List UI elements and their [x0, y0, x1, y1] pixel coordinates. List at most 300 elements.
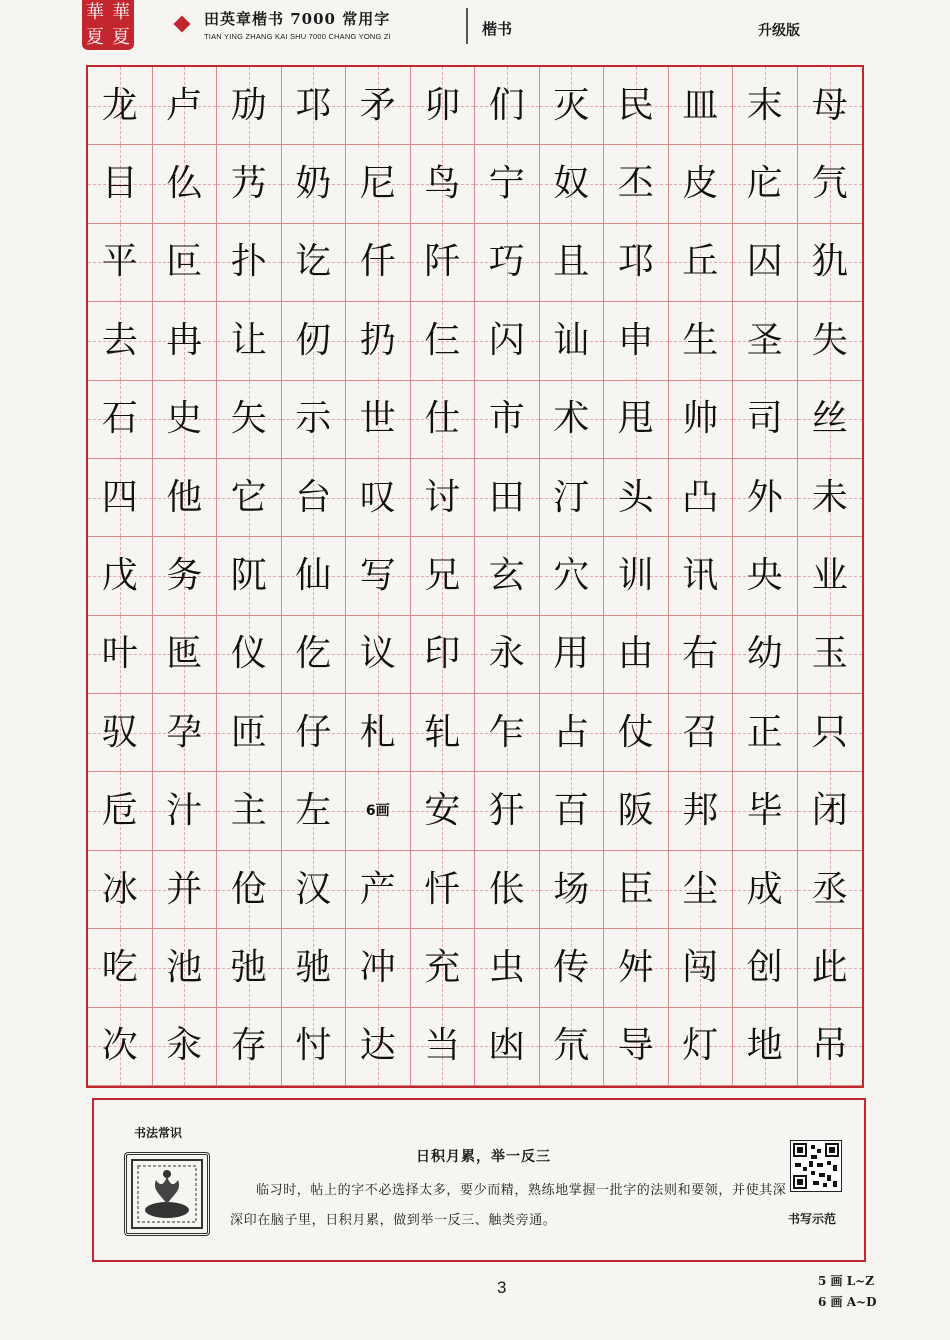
character-glyph: 6画 [365, 803, 390, 820]
qr-code-icon[interactable] [790, 1140, 842, 1192]
character-cell [540, 302, 605, 380]
emblem-graphic-icon [130, 1158, 204, 1230]
character-cell [733, 224, 798, 302]
character-glyph: 写 [359, 554, 396, 596]
character-cell [604, 145, 669, 223]
character-cell [798, 224, 863, 302]
seal-char: 夏 [86, 26, 104, 48]
character-cell [669, 772, 734, 850]
character-cell [798, 537, 863, 615]
character-cell [540, 537, 605, 615]
character-glyph: 凼 [488, 1025, 525, 1067]
character-cell [346, 694, 411, 772]
character-cell [88, 929, 153, 1007]
character-cell [475, 1008, 540, 1086]
character-glyph: 去 [101, 319, 138, 361]
character-cell [411, 851, 476, 929]
character-cell [411, 772, 476, 850]
character-glyph: 皿 [682, 84, 719, 126]
character-cell [153, 381, 218, 459]
character-glyph: 仔 [295, 711, 332, 753]
character-glyph: 右 [682, 633, 719, 675]
character-cell [346, 1008, 411, 1086]
character-cell [282, 616, 347, 694]
character-glyph: 玉 [811, 633, 848, 675]
character-glyph: 田 [488, 476, 525, 518]
character-glyph: 忖 [295, 1025, 332, 1067]
character-cell [733, 381, 798, 459]
character-cell [411, 537, 476, 615]
character-glyph: 史 [166, 398, 203, 440]
character-glyph: 汆 [166, 1025, 203, 1067]
character-cell [475, 537, 540, 615]
character-glyph: 仡 [295, 633, 332, 675]
character-glyph: 召 [682, 711, 719, 753]
character-cell [733, 67, 798, 145]
character-glyph: 讯 [682, 554, 719, 596]
character-cell [798, 851, 863, 929]
character-glyph: 叹 [359, 476, 396, 518]
character-cell [153, 929, 218, 1007]
character-glyph: 仙 [295, 554, 332, 596]
character-glyph: 只 [811, 711, 848, 753]
character-glyph: 圣 [746, 319, 783, 361]
character-cell [153, 67, 218, 145]
character-glyph: 囚 [746, 241, 783, 283]
character-cell [669, 145, 734, 223]
character-glyph: 讪 [553, 319, 590, 361]
character-glyph: 永 [488, 633, 525, 675]
character-glyph: 灯 [682, 1025, 719, 1067]
character-cell [540, 929, 605, 1007]
character-cell [540, 145, 605, 223]
character-cell [669, 224, 734, 302]
character-glyph: 头 [617, 476, 654, 518]
calligraphy-tip-box [92, 1098, 866, 1262]
character-cell [669, 694, 734, 772]
character-cell [217, 224, 282, 302]
character-glyph: 忏 [424, 868, 461, 910]
character-glyph: 仫 [166, 163, 203, 205]
character-glyph: 札 [359, 711, 396, 753]
character-cell [411, 1008, 476, 1086]
character-glyph: 充 [424, 946, 461, 988]
character-cell [282, 459, 347, 537]
character-glyph: 兄 [424, 554, 461, 596]
character-glyph: 虫 [488, 946, 525, 988]
character-cell [733, 1008, 798, 1086]
character-glyph: 母 [811, 84, 848, 126]
character-glyph: 轧 [424, 711, 461, 753]
character-glyph: 幼 [746, 633, 783, 675]
character-glyph: 存 [230, 1025, 267, 1067]
character-cell [733, 851, 798, 929]
character-glyph: 此 [811, 946, 848, 988]
character-glyph: 汁 [166, 790, 203, 832]
character-cell [411, 459, 476, 537]
character-cell [153, 224, 218, 302]
edition-label: 升级版 [758, 23, 800, 39]
character-cell [411, 67, 476, 145]
character-cell [88, 145, 153, 223]
character-cell [346, 851, 411, 929]
seal-char: 華 [86, 1, 104, 23]
character-glyph: 卢 [166, 84, 203, 126]
character-glyph: 业 [811, 554, 848, 596]
character-glyph: 传 [553, 946, 590, 988]
character-glyph: 产 [359, 868, 396, 910]
character-glyph: 司 [746, 398, 783, 440]
character-cell [217, 459, 282, 537]
character-grid [86, 65, 864, 1088]
character-cell [669, 537, 734, 615]
character-glyph: 外 [746, 476, 783, 518]
character-glyph: 孕 [166, 711, 203, 753]
character-glyph: 们 [488, 84, 525, 126]
character-glyph: 奴 [553, 163, 590, 205]
character-cell [669, 459, 734, 537]
character-cell [733, 929, 798, 1007]
character-glyph: 帅 [682, 398, 719, 440]
character-glyph: 让 [230, 319, 267, 361]
character-cell [282, 145, 347, 223]
character-glyph: 讨 [424, 476, 461, 518]
character-glyph: 市 [488, 398, 525, 440]
character-cell [88, 67, 153, 145]
character-glyph: 仪 [230, 633, 267, 675]
character-cell [217, 381, 282, 459]
character-cell [88, 537, 153, 615]
character-glyph: 台 [295, 476, 332, 518]
character-glyph: 用 [553, 633, 590, 675]
character-glyph: 氘 [553, 1025, 590, 1067]
character-cell [733, 772, 798, 850]
character-glyph: 闪 [488, 319, 525, 361]
book-title-pinyin: TIAN YING ZHANG KAI SHU 7000 CHANG YONG ZI [204, 32, 391, 41]
character-cell [411, 381, 476, 459]
character-cell [153, 302, 218, 380]
character-cell [604, 772, 669, 850]
character-cell [798, 772, 863, 850]
character-cell [411, 145, 476, 223]
character-cell [88, 224, 153, 302]
character-glyph: 伧 [230, 868, 267, 910]
character-glyph: 石 [101, 398, 138, 440]
character-glyph: 印 [424, 633, 461, 675]
character-glyph: 术 [553, 398, 590, 440]
character-glyph: 闯 [682, 946, 719, 988]
character-cell [411, 224, 476, 302]
character-glyph: 卯 [424, 84, 461, 126]
character-cell [798, 616, 863, 694]
character-cell [798, 67, 863, 145]
character-cell [604, 67, 669, 145]
character-cell [346, 381, 411, 459]
character-cell [669, 929, 734, 1007]
character-glyph: 伥 [488, 868, 525, 910]
character-cell [153, 772, 218, 850]
character-cell [798, 929, 863, 1007]
character-glyph: 占 [553, 711, 590, 753]
character-cell [733, 694, 798, 772]
character-glyph: 池 [166, 946, 203, 988]
character-glyph: 安 [424, 790, 461, 832]
character-glyph: 失 [811, 319, 848, 361]
character-glyph: 龙 [101, 84, 138, 126]
stroke-range-line-1: 5 画 L~Z [818, 1274, 874, 1288]
character-cell [733, 302, 798, 380]
character-cell [733, 537, 798, 615]
character-glyph: 汉 [295, 868, 332, 910]
character-cell [733, 459, 798, 537]
character-glyph: 邛 [295, 84, 332, 126]
character-cell [540, 851, 605, 929]
tip-section-label: 书法常识 [134, 1126, 183, 1140]
character-cell [540, 694, 605, 772]
character-glyph: 仞 [295, 319, 332, 361]
character-cell [475, 929, 540, 1007]
emblem-icon [124, 1152, 210, 1236]
character-cell [282, 772, 347, 850]
character-cell [153, 1008, 218, 1086]
character-glyph: 吊 [811, 1025, 848, 1067]
character-cell [798, 145, 863, 223]
character-glyph: 艿 [230, 163, 267, 205]
character-glyph: 务 [166, 554, 203, 596]
tip-body: 临习时，帖上的字不必选择太多，要少而精，熟练地掌握一批字的法则和要领，并使其深深印在脑子里，日积月累，做到举一反三、触类旁通。 [230, 1183, 787, 1228]
character-cell [88, 694, 153, 772]
character-cell [282, 851, 347, 929]
character-glyph: 四 [101, 476, 138, 518]
character-cell [604, 1008, 669, 1086]
character-cell [540, 772, 605, 850]
character-glyph: 舛 [617, 946, 654, 988]
qr-caption: 书写示范 [788, 1212, 837, 1226]
character-glyph: 匜 [166, 633, 203, 675]
character-cell [282, 381, 347, 459]
character-glyph: 卮 [101, 790, 138, 832]
character-cell [540, 616, 605, 694]
header-divider [466, 8, 468, 44]
character-cell [88, 302, 153, 380]
character-cell [346, 929, 411, 1007]
character-glyph: 左 [295, 790, 332, 832]
character-glyph: 生 [682, 319, 719, 361]
character-cell [669, 1008, 734, 1086]
character-glyph: 劢 [230, 84, 267, 126]
character-cell [153, 694, 218, 772]
character-cell [604, 459, 669, 537]
script-style-label: 楷书 [482, 20, 513, 38]
character-glyph: 仕 [424, 398, 461, 440]
character-glyph: 场 [553, 868, 590, 910]
character-cell [411, 302, 476, 380]
stroke-range-line-2: 6 画 A~D [818, 1295, 877, 1309]
character-glyph: 民 [617, 84, 654, 126]
character-cell [669, 67, 734, 145]
character-cell [475, 694, 540, 772]
character-cell [346, 302, 411, 380]
character-glyph: 尼 [359, 163, 396, 205]
character-cell [346, 145, 411, 223]
stroke-count-marker [346, 772, 411, 850]
character-cell [217, 302, 282, 380]
character-cell [153, 537, 218, 615]
character-glyph: 鸟 [424, 163, 461, 205]
character-glyph: 吃 [101, 946, 138, 988]
character-glyph: 乍 [488, 711, 525, 753]
character-cell [282, 929, 347, 1007]
character-glyph: 申 [617, 319, 654, 361]
character-cell [604, 537, 669, 615]
character-glyph: 主 [230, 790, 267, 832]
character-glyph: 皮 [682, 163, 719, 205]
character-glyph: 汀 [553, 476, 590, 518]
character-cell [604, 224, 669, 302]
character-glyph: 甩 [617, 398, 654, 440]
character-cell [217, 616, 282, 694]
character-glyph: 并 [166, 868, 203, 910]
character-cell [669, 302, 734, 380]
seal-char: 華 [112, 1, 130, 23]
character-cell [604, 851, 669, 929]
character-glyph: 犰 [811, 241, 848, 283]
character-glyph: 他 [166, 476, 203, 518]
character-cell [282, 67, 347, 145]
character-cell [475, 67, 540, 145]
character-glyph: 阪 [617, 790, 654, 832]
character-glyph: 灭 [553, 84, 590, 126]
character-glyph: 世 [359, 398, 396, 440]
character-cell [669, 851, 734, 929]
diamond-icon [174, 16, 191, 33]
publisher-seal [82, 0, 134, 50]
character-glyph: 弛 [230, 946, 267, 988]
character-cell [604, 929, 669, 1007]
character-cell [282, 537, 347, 615]
character-glyph: 驭 [101, 711, 138, 753]
character-glyph: 邦 [682, 790, 719, 832]
character-glyph: 臣 [617, 868, 654, 910]
character-cell [540, 67, 605, 145]
character-glyph: 导 [617, 1025, 654, 1067]
character-cell [798, 381, 863, 459]
character-glyph: 未 [811, 476, 848, 518]
character-cell [604, 302, 669, 380]
character-glyph: 玄 [488, 554, 525, 596]
character-glyph: 阢 [230, 554, 267, 596]
character-glyph: 平 [101, 241, 138, 283]
character-glyph: 戊 [101, 554, 138, 596]
character-glyph: 宁 [488, 163, 525, 205]
character-cell [217, 929, 282, 1007]
character-glyph: 犴 [488, 790, 525, 832]
character-glyph: 讫 [295, 241, 332, 283]
character-glyph: 且 [553, 241, 590, 283]
character-cell [88, 459, 153, 537]
character-cell [217, 851, 282, 929]
character-cell [540, 224, 605, 302]
character-cell [282, 694, 347, 772]
character-glyph: 训 [617, 554, 654, 596]
character-cell [475, 224, 540, 302]
character-cell [475, 145, 540, 223]
character-glyph: 闭 [811, 790, 848, 832]
character-cell [604, 694, 669, 772]
character-cell [217, 537, 282, 615]
character-cell [669, 616, 734, 694]
character-glyph: 它 [230, 476, 267, 518]
character-cell [88, 381, 153, 459]
character-cell [88, 1008, 153, 1086]
character-glyph: 邛 [617, 241, 654, 283]
character-cell [798, 302, 863, 380]
character-glyph: 丘 [682, 241, 719, 283]
character-glyph: 穴 [553, 554, 590, 596]
character-glyph: 冰 [101, 868, 138, 910]
character-cell [217, 772, 282, 850]
seal-char: 夏 [112, 26, 130, 48]
character-glyph: 丞 [811, 868, 848, 910]
character-cell [346, 459, 411, 537]
character-cell [540, 459, 605, 537]
character-cell [798, 694, 863, 772]
character-cell [346, 616, 411, 694]
character-glyph: 央 [746, 554, 783, 596]
character-cell [475, 772, 540, 850]
character-cell [88, 851, 153, 929]
character-glyph: 庀 [746, 163, 783, 205]
character-cell [153, 459, 218, 537]
character-glyph: 仗 [617, 711, 654, 753]
character-cell [346, 224, 411, 302]
character-glyph: 仟 [359, 241, 396, 283]
character-glyph: 扑 [230, 241, 267, 283]
character-cell [475, 851, 540, 929]
character-glyph: 叵 [166, 241, 203, 283]
character-glyph: 凸 [682, 476, 719, 518]
character-cell [153, 616, 218, 694]
character-glyph: 示 [295, 398, 332, 440]
character-cell [153, 145, 218, 223]
character-glyph: 丝 [811, 398, 848, 440]
character-glyph: 创 [746, 946, 783, 988]
book-title: 田英章楷书 7000 常用字 [204, 10, 391, 28]
character-glyph: 毕 [746, 790, 783, 832]
character-cell [282, 1008, 347, 1086]
character-cell [411, 616, 476, 694]
character-cell [217, 1008, 282, 1086]
character-cell [217, 67, 282, 145]
character-cell [475, 616, 540, 694]
character-cell [604, 616, 669, 694]
character-cell [217, 694, 282, 772]
character-glyph: 尘 [682, 868, 719, 910]
character-cell [475, 302, 540, 380]
character-glyph: 巧 [488, 241, 525, 283]
character-cell [88, 772, 153, 850]
character-cell [88, 616, 153, 694]
character-glyph: 丕 [617, 163, 654, 205]
character-cell [346, 67, 411, 145]
character-cell [733, 145, 798, 223]
character-glyph: 次 [101, 1025, 138, 1067]
qr-pattern-icon [791, 1141, 841, 1191]
character-cell [411, 929, 476, 1007]
character-cell [282, 224, 347, 302]
character-glyph: 正 [746, 711, 783, 753]
character-cell [540, 381, 605, 459]
